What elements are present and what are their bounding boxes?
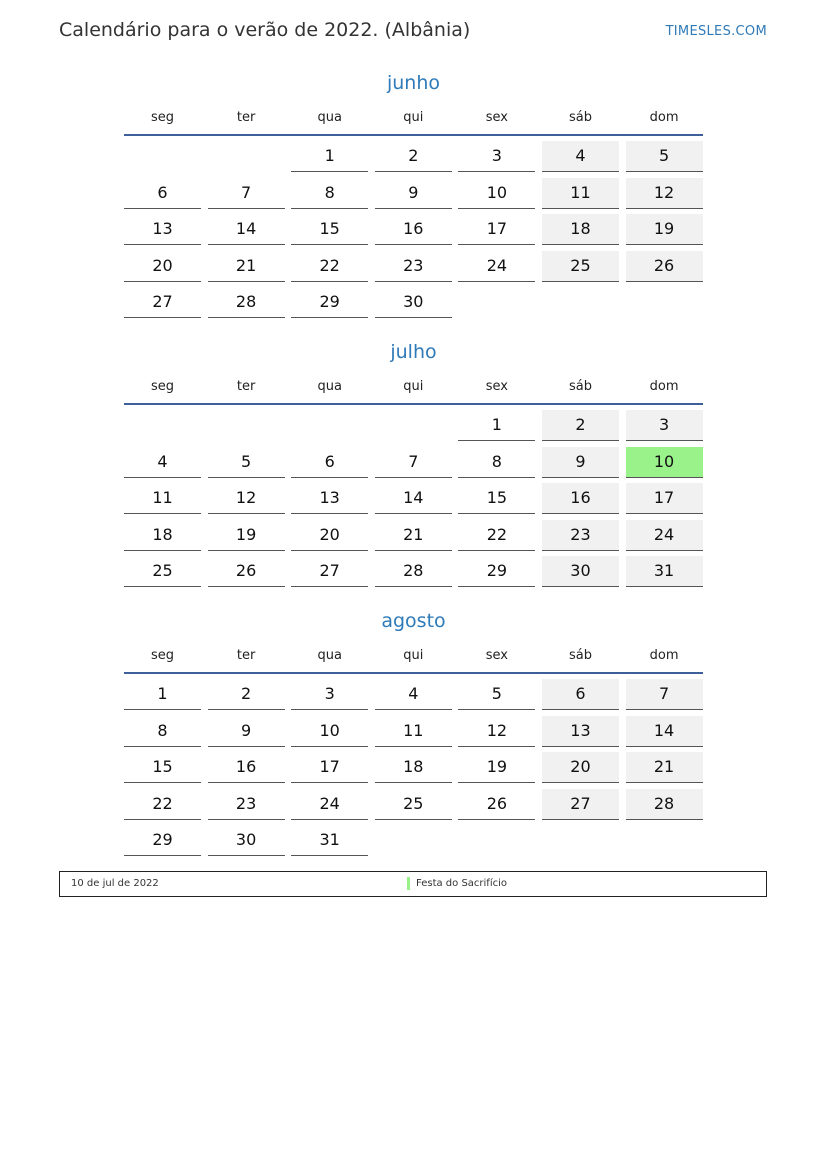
day-cell[interactable]: 16 — [208, 752, 285, 783]
days-grid — [124, 679, 703, 862]
day-cell[interactable]: 7 — [375, 447, 452, 478]
empty-day-cell — [626, 825, 703, 856]
day-cell[interactable]: 18 — [542, 214, 619, 245]
day-cell[interactable]: 21 — [626, 752, 703, 783]
day-cell[interactable]: 29 — [291, 287, 368, 318]
day-cell[interactable]: 5 — [208, 447, 285, 478]
day-cell[interactable]: 25 — [124, 556, 201, 587]
day-cell[interactable]: 17 — [626, 483, 703, 514]
day-cell[interactable]: 10 — [458, 178, 535, 209]
weekday-label: dom — [649, 648, 679, 663]
holiday-legend — [59, 871, 767, 897]
days-grid — [124, 141, 703, 324]
weekday-label: sex — [485, 110, 508, 125]
day-cell[interactable]: 28 — [626, 789, 703, 820]
day-cell[interactable]: 2 — [375, 141, 452, 172]
day-cell[interactable]: 2 — [542, 410, 619, 441]
weekday-header — [124, 639, 703, 674]
day-cell[interactable]: 13 — [542, 716, 619, 747]
day-cell[interactable]: 9 — [375, 178, 452, 209]
day-cell[interactable]: 10 — [291, 716, 368, 747]
month-title: julho — [390, 341, 437, 363]
day-cell[interactable]: 18 — [375, 752, 452, 783]
weekday-label: qua — [317, 379, 342, 394]
day-cell[interactable]: 22 — [291, 251, 368, 282]
day-cell[interactable]: 15 — [458, 483, 535, 514]
day-cell[interactable]: 16 — [542, 483, 619, 514]
day-cell[interactable]: 17 — [458, 214, 535, 245]
day-cell[interactable]: 23 — [542, 520, 619, 551]
day-cell[interactable]: 8 — [124, 716, 201, 747]
day-cell[interactable]: 24 — [458, 251, 535, 282]
day-cell[interactable]: 7 — [208, 178, 285, 209]
page-title: Calendário para o verão de 2022. (Albânia) — [59, 19, 471, 41]
month-july — [124, 338, 703, 593]
day-cell[interactable]: 25 — [542, 251, 619, 282]
day-cell[interactable]: 23 — [208, 789, 285, 820]
day-cell[interactable]: 21 — [375, 520, 452, 551]
day-cell[interactable]: 14 — [375, 483, 452, 514]
weekday-label: qui — [403, 110, 424, 125]
day-cell[interactable]: 14 — [626, 716, 703, 747]
day-cell[interactable]: 17 — [291, 752, 368, 783]
day-cell[interactable]: 24 — [626, 520, 703, 551]
day-cell[interactable]: 28 — [375, 556, 452, 587]
weekday-label: ter — [236, 379, 256, 394]
day-cell[interactable]: 13 — [291, 483, 368, 514]
day-cell[interactable]: 16 — [375, 214, 452, 245]
weekday-label: ter — [236, 110, 256, 125]
weekday-label: qui — [403, 648, 424, 663]
day-cell[interactable]: 8 — [291, 178, 368, 209]
weekday-label: qui — [403, 379, 424, 394]
day-cell[interactable]: 12 — [458, 716, 535, 747]
day-cell[interactable]: 6 — [542, 679, 619, 710]
day-cell[interactable]: 30 — [375, 287, 452, 318]
holiday-color-marker — [407, 877, 410, 890]
day-cell[interactable]: 12 — [626, 178, 703, 209]
day-cell[interactable]: 22 — [124, 789, 201, 820]
day-cell[interactable]: 1 — [458, 410, 535, 441]
day-cell[interactable]: 21 — [208, 251, 285, 282]
empty-day-cell — [124, 141, 201, 172]
day-cell[interactable]: 20 — [291, 520, 368, 551]
day-cell[interactable]: 29 — [458, 556, 535, 587]
empty-day-cell — [124, 410, 201, 441]
day-cell[interactable]: 4 — [124, 447, 201, 478]
day-cell[interactable]: 26 — [458, 789, 535, 820]
weekday-label: qua — [317, 110, 342, 125]
weekday-label: seg — [150, 379, 175, 394]
day-cell[interactable]: 22 — [458, 520, 535, 551]
empty-day-cell — [458, 287, 535, 318]
day-cell[interactable]: 20 — [124, 251, 201, 282]
day-cell[interactable]: 3 — [626, 410, 703, 441]
day-cell[interactable]: 14 — [208, 214, 285, 245]
legend-date: 10 de jul de 2022 — [71, 878, 159, 889]
weekday-label: sex — [485, 648, 508, 663]
day-cell[interactable]: 20 — [542, 752, 619, 783]
day-cell[interactable]: 19 — [458, 752, 535, 783]
holiday-day-cell[interactable]: 10 — [626, 447, 703, 478]
day-cell[interactable]: 4 — [375, 679, 452, 710]
day-cell[interactable]: 8 — [458, 447, 535, 478]
month-june — [124, 69, 703, 324]
day-cell[interactable]: 25 — [375, 789, 452, 820]
weekday-header — [124, 101, 703, 136]
empty-day-cell — [208, 141, 285, 172]
empty-day-cell — [375, 410, 452, 441]
empty-day-cell — [375, 825, 452, 856]
day-cell[interactable]: 1 — [124, 679, 201, 710]
day-cell[interactable]: 6 — [291, 447, 368, 478]
brand-link[interactable]: TIMESLES.COM — [665, 24, 767, 39]
day-cell[interactable]: 5 — [458, 679, 535, 710]
weekday-label: dom — [649, 379, 679, 394]
weekday-label: sáb — [568, 110, 592, 125]
day-cell[interactable]: 5 — [626, 141, 703, 172]
weekday-label: seg — [150, 110, 175, 125]
day-cell[interactable]: 2 — [208, 679, 285, 710]
day-cell[interactable]: 11 — [542, 178, 619, 209]
day-cell[interactable]: 15 — [124, 752, 201, 783]
day-cell[interactable]: 27 — [291, 556, 368, 587]
weekday-label: dom — [649, 110, 679, 125]
day-cell[interactable]: 3 — [291, 679, 368, 710]
day-cell[interactable]: 30 — [208, 825, 285, 856]
day-cell[interactable]: 9 — [542, 447, 619, 478]
day-cell[interactable]: 4 — [542, 141, 619, 172]
day-cell[interactable]: 27 — [542, 789, 619, 820]
day-cell[interactable]: 15 — [291, 214, 368, 245]
day-cell[interactable]: 28 — [208, 287, 285, 318]
day-cell[interactable]: 12 — [208, 483, 285, 514]
day-cell[interactable]: 11 — [124, 483, 201, 514]
weekday-label: ter — [236, 648, 256, 663]
day-cell[interactable]: 13 — [124, 214, 201, 245]
day-cell[interactable]: 23 — [375, 251, 452, 282]
day-cell[interactable]: 19 — [626, 214, 703, 245]
legend-holiday-name: Festa do Sacrifício — [416, 878, 507, 889]
weekday-label: seg — [150, 648, 175, 663]
weekday-label: qua — [317, 648, 342, 663]
empty-day-cell — [458, 825, 535, 856]
day-cell[interactable]: 7 — [626, 679, 703, 710]
empty-day-cell — [208, 410, 285, 441]
day-cell[interactable]: 30 — [542, 556, 619, 587]
weekday-label: sáb — [568, 648, 592, 663]
day-cell[interactable]: 31 — [626, 556, 703, 587]
days-grid — [124, 410, 703, 593]
day-cell[interactable]: 27 — [124, 287, 201, 318]
day-cell[interactable]: 18 — [124, 520, 201, 551]
day-cell[interactable]: 24 — [291, 789, 368, 820]
day-cell[interactable]: 29 — [124, 825, 201, 856]
month-title: junho — [386, 72, 441, 94]
day-cell[interactable]: 1 — [291, 141, 368, 172]
empty-day-cell — [542, 825, 619, 856]
day-cell[interactable]: 26 — [626, 251, 703, 282]
weekday-label: sáb — [568, 379, 592, 394]
empty-day-cell — [626, 287, 703, 318]
day-cell[interactable]: 6 — [124, 178, 201, 209]
day-cell[interactable]: 19 — [208, 520, 285, 551]
day-cell[interactable]: 11 — [375, 716, 452, 747]
day-cell[interactable]: 3 — [458, 141, 535, 172]
weekday-header — [124, 370, 703, 405]
day-cell[interactable]: 26 — [208, 556, 285, 587]
weekday-label: sex — [485, 379, 508, 394]
day-cell[interactable]: 9 — [208, 716, 285, 747]
day-cell[interactable]: 31 — [291, 825, 368, 856]
empty-day-cell — [542, 287, 619, 318]
month-title: agosto — [381, 610, 446, 632]
month-august — [124, 607, 703, 862]
empty-day-cell — [291, 410, 368, 441]
